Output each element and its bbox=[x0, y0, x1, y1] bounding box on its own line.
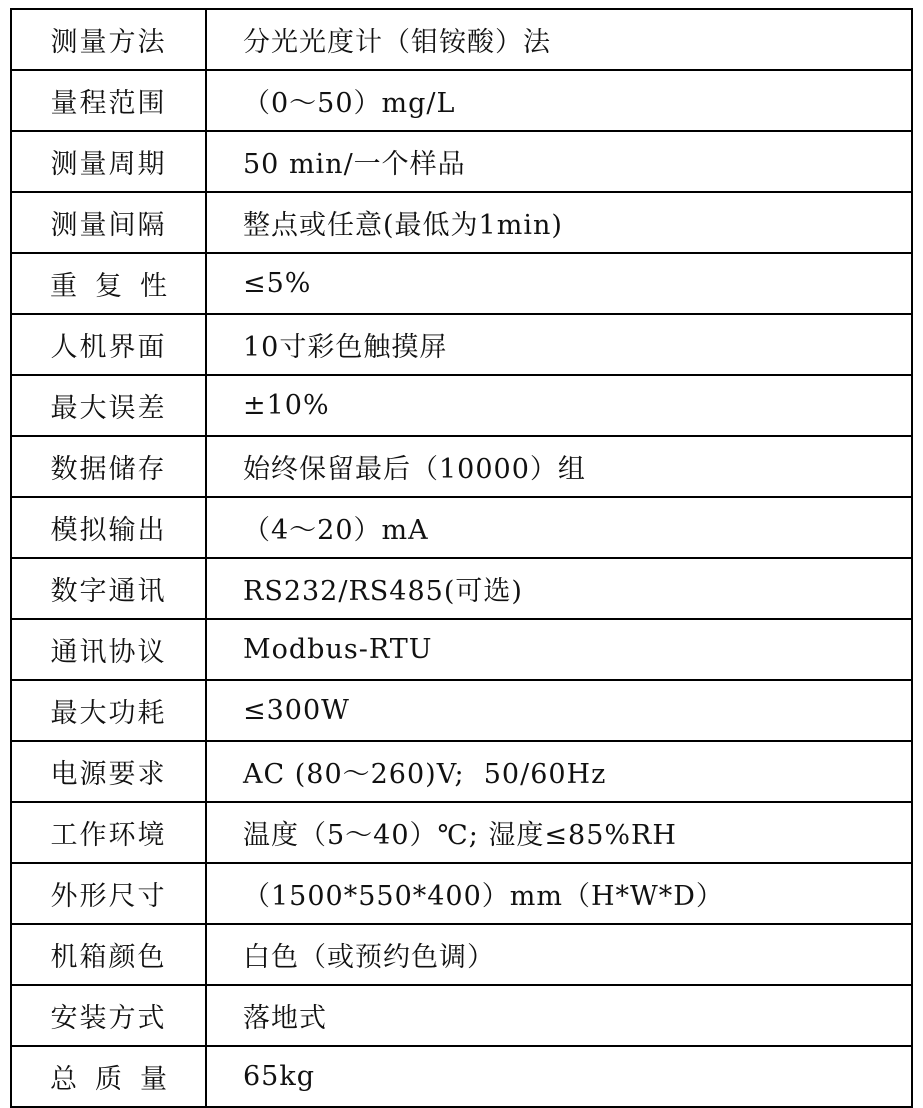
table-row bbox=[11, 1046, 912, 1107]
row-label-power-supply: 电源要求 bbox=[11, 741, 206, 802]
row-label-measurement-cycle: 测量周期 bbox=[11, 131, 206, 192]
table-row bbox=[11, 619, 912, 680]
table-row bbox=[11, 924, 912, 985]
row-label-data-storage: 数据储存 bbox=[11, 436, 206, 497]
row-value-power-supply: AC (80～260)V; 50/60Hz bbox=[206, 741, 912, 802]
row-label-repeatability: 重复性 bbox=[11, 253, 206, 314]
row-value-dimensions: （1500*550*400）mm（H*W*D） bbox=[206, 863, 912, 924]
row-value-repeatability: ≤5% bbox=[206, 253, 912, 314]
row-label-dimensions: 外形尺寸 bbox=[11, 863, 206, 924]
table-row bbox=[11, 253, 912, 314]
row-value-measurement-method: 分光光度计（钼铵酸）法 bbox=[206, 9, 912, 70]
table-row bbox=[11, 802, 912, 863]
table-row bbox=[11, 497, 912, 558]
spec-table bbox=[10, 8, 913, 1108]
row-value-comm-protocol: Modbus-RTU bbox=[206, 619, 912, 680]
row-value-hmi: 10寸彩色触摸屏 bbox=[206, 314, 912, 375]
row-value-installation: 落地式 bbox=[206, 985, 912, 1046]
row-value-max-power: ≤300W bbox=[206, 680, 912, 741]
row-value-measurement-interval: 整点或任意(最低为1min) bbox=[206, 192, 912, 253]
table-row bbox=[11, 558, 912, 619]
table-row bbox=[11, 70, 912, 131]
row-label-total-weight: 总质量 bbox=[11, 1046, 206, 1107]
row-label-measurement-range: 量程范围 bbox=[11, 70, 206, 131]
row-value-measurement-cycle: 50 min/一个样品 bbox=[206, 131, 912, 192]
row-label-measurement-method: 测量方法 bbox=[11, 9, 206, 70]
spec-table-body bbox=[11, 9, 912, 1107]
row-label-comm-protocol: 通讯协议 bbox=[11, 619, 206, 680]
table-row bbox=[11, 314, 912, 375]
row-label-environment: 工作环境 bbox=[11, 802, 206, 863]
row-value-case-color: 白色（或预约色调） bbox=[206, 924, 912, 985]
table-row bbox=[11, 985, 912, 1046]
row-value-digital-comm: RS232/RS485(可选) bbox=[206, 558, 912, 619]
row-label-analog-output: 模拟输出 bbox=[11, 497, 206, 558]
table-row bbox=[11, 131, 912, 192]
table-row bbox=[11, 680, 912, 741]
row-value-data-storage: 始终保留最后（10000）组 bbox=[206, 436, 912, 497]
row-value-max-error: ±10% bbox=[206, 375, 912, 436]
row-label-case-color: 机箱颜色 bbox=[11, 924, 206, 985]
table-row bbox=[11, 436, 912, 497]
table-row bbox=[11, 192, 912, 253]
row-value-analog-output: （4～20）mA bbox=[206, 497, 912, 558]
row-label-measurement-interval: 测量间隔 bbox=[11, 192, 206, 253]
table-row bbox=[11, 863, 912, 924]
row-label-max-power: 最大功耗 bbox=[11, 680, 206, 741]
row-label-installation: 安装方式 bbox=[11, 985, 206, 1046]
row-value-total-weight: 65kg bbox=[206, 1046, 912, 1107]
table-row bbox=[11, 375, 912, 436]
row-value-environment: 温度（5～40）℃; 湿度≤85%RH bbox=[206, 802, 912, 863]
row-label-max-error: 最大误差 bbox=[11, 375, 206, 436]
table-row bbox=[11, 9, 912, 70]
table-row bbox=[11, 741, 912, 802]
row-label-hmi: 人机界面 bbox=[11, 314, 206, 375]
row-label-digital-comm: 数字通讯 bbox=[11, 558, 206, 619]
row-value-measurement-range: （0～50）mg/L bbox=[206, 70, 912, 131]
